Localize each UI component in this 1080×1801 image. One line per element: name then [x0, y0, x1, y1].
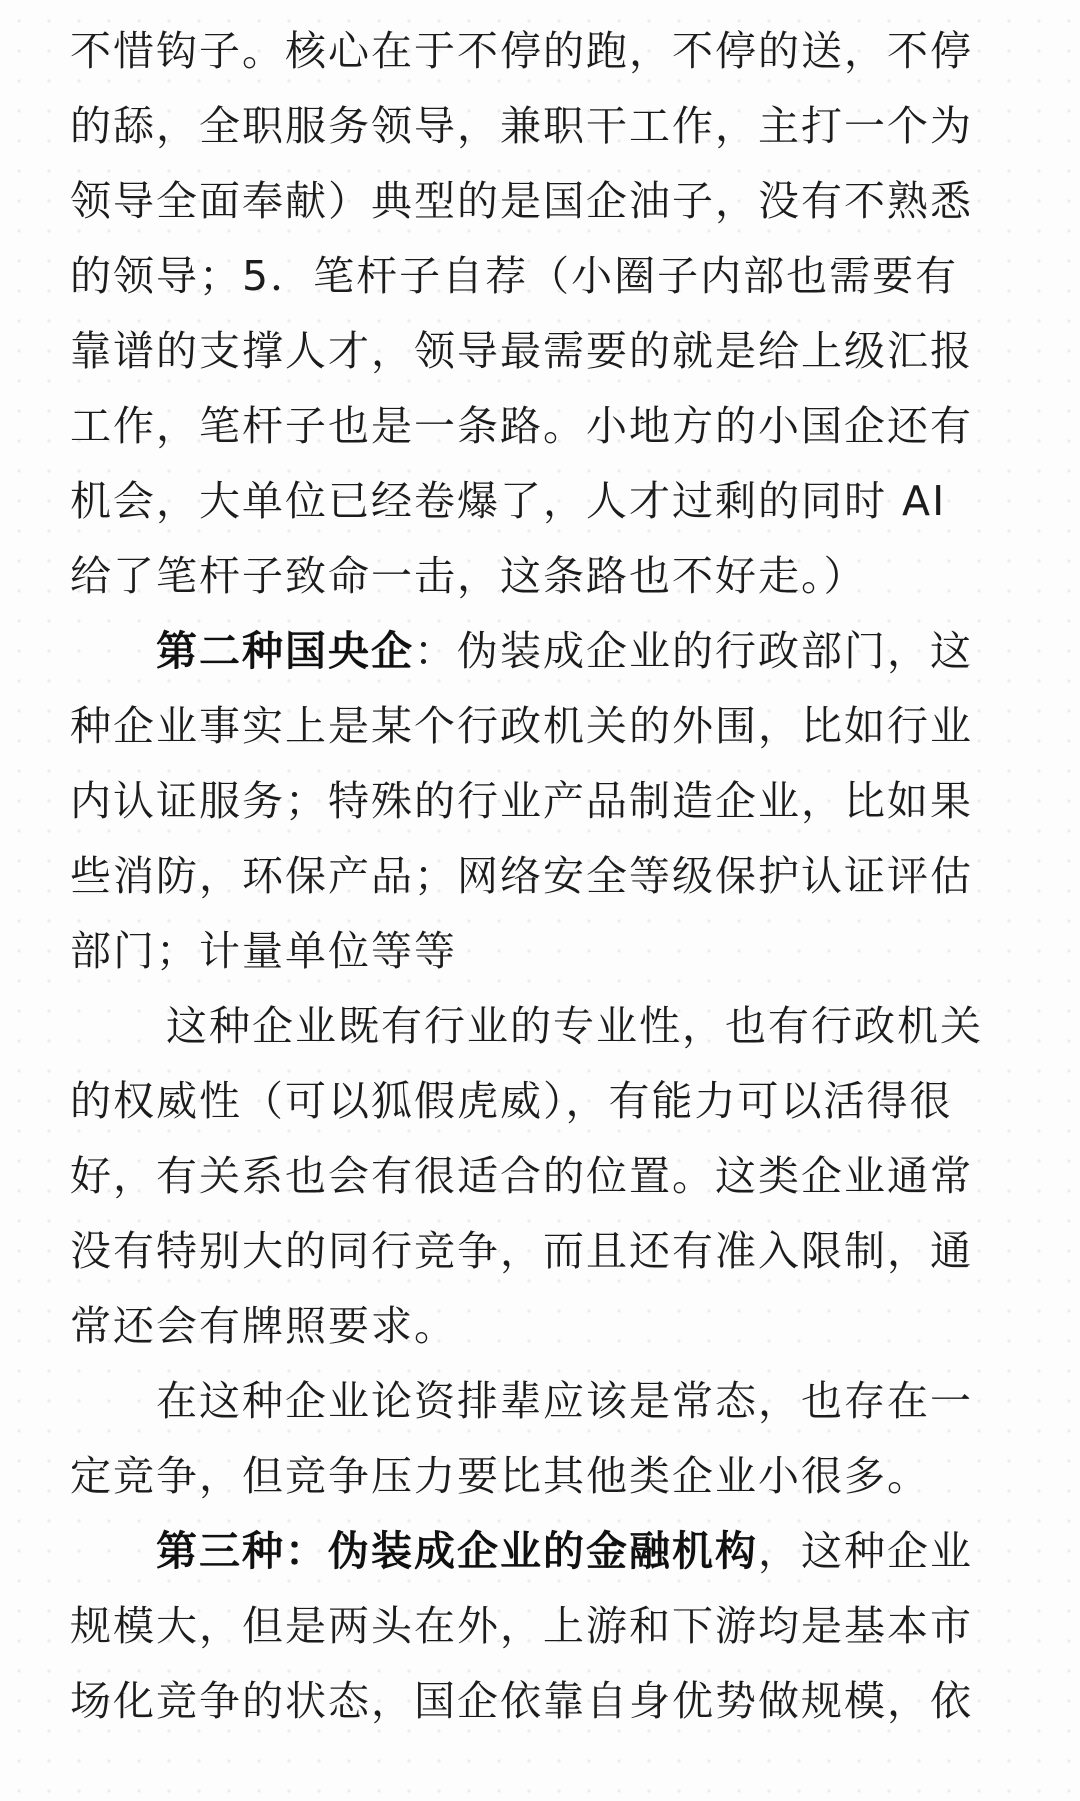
section-three-heading-rest: ，这种企业 [758, 1527, 973, 1575]
paragraph-line: 场化竞争的状态，国企依靠自身优势做规模，依 [70, 1677, 973, 1725]
paragraph-line: 定竞争，但竞争压力要比其他类企业小很多。 [70, 1452, 930, 1500]
paragraph-line-text: 在这种企业论资排辈应该是常态，也存在一 [156, 1377, 973, 1425]
article-body [70, 14, 1010, 1739]
section-two-heading-rest: ：伪装成企业的行政部门，这 [414, 627, 973, 675]
paragraph-line: 的权威性（可以狐假虎威），有能力可以活得很 [70, 1077, 953, 1125]
paragraph-line: 不惜钩子。核心在于不停的跑，不停的送，不停 [70, 27, 973, 75]
paragraph-line: 部门；计量单位等等 [70, 927, 457, 975]
paragraph-line: 靠谱的支撑人才，领导最需要的就是给上级汇报 [70, 327, 973, 375]
paragraph-line: 没有特别大的同行竞争，而且还有准入限制，通 [70, 1227, 973, 1275]
paragraph-line: 内认证服务；特殊的行业产品制造企业，比如果 [70, 777, 973, 825]
paragraph-line-indented [70, 989, 1010, 1064]
paragraph-line: 机会，大单位已经卷爆了，人才过剩的同时 AI [70, 477, 947, 525]
paragraph-line: 种企业事实上是某个行政机关的外围，比如行业 [70, 702, 973, 750]
section-three-intro-line [70, 1514, 1010, 1589]
paragraph-line: 常还会有牌照要求。 [70, 1302, 457, 1350]
paragraph-line-text: 这种企业既有行业的专业性，也有行政机关 [166, 1002, 983, 1050]
paragraph-line: 工作，笔杆子也是一条路。小地方的小国企还有 [70, 402, 973, 450]
section-two-heading: 第二种国央企 [156, 627, 414, 675]
section-two-intro-line [70, 614, 1010, 689]
paragraph-line: 的舔，全职服务领导，兼职干工作，主打一个为 [70, 102, 973, 150]
paragraph-line: 的领导；5．笔杆子自荐（小圈子内部也需要有 [70, 252, 959, 300]
paragraph-line: 规模大，但是两头在外，上游和下游均是基本市 [70, 1602, 973, 1650]
section-three-heading: 第三种：伪装成企业的金融机构 [156, 1527, 758, 1575]
paragraph-line: 好，有关系也会有很适合的位置。这类企业通常 [70, 1152, 973, 1200]
paragraph-line-indented [70, 1364, 1010, 1439]
paragraph-line: 给了笔杆子致命一击，这条路也不好走。） [70, 552, 867, 600]
paragraph-line: 领导全面奉献）典型的是国企油子，没有不熟悉 [70, 177, 973, 225]
paragraph-line: 些消防，环保产品；网络安全等级保护认证评估 [70, 852, 973, 900]
